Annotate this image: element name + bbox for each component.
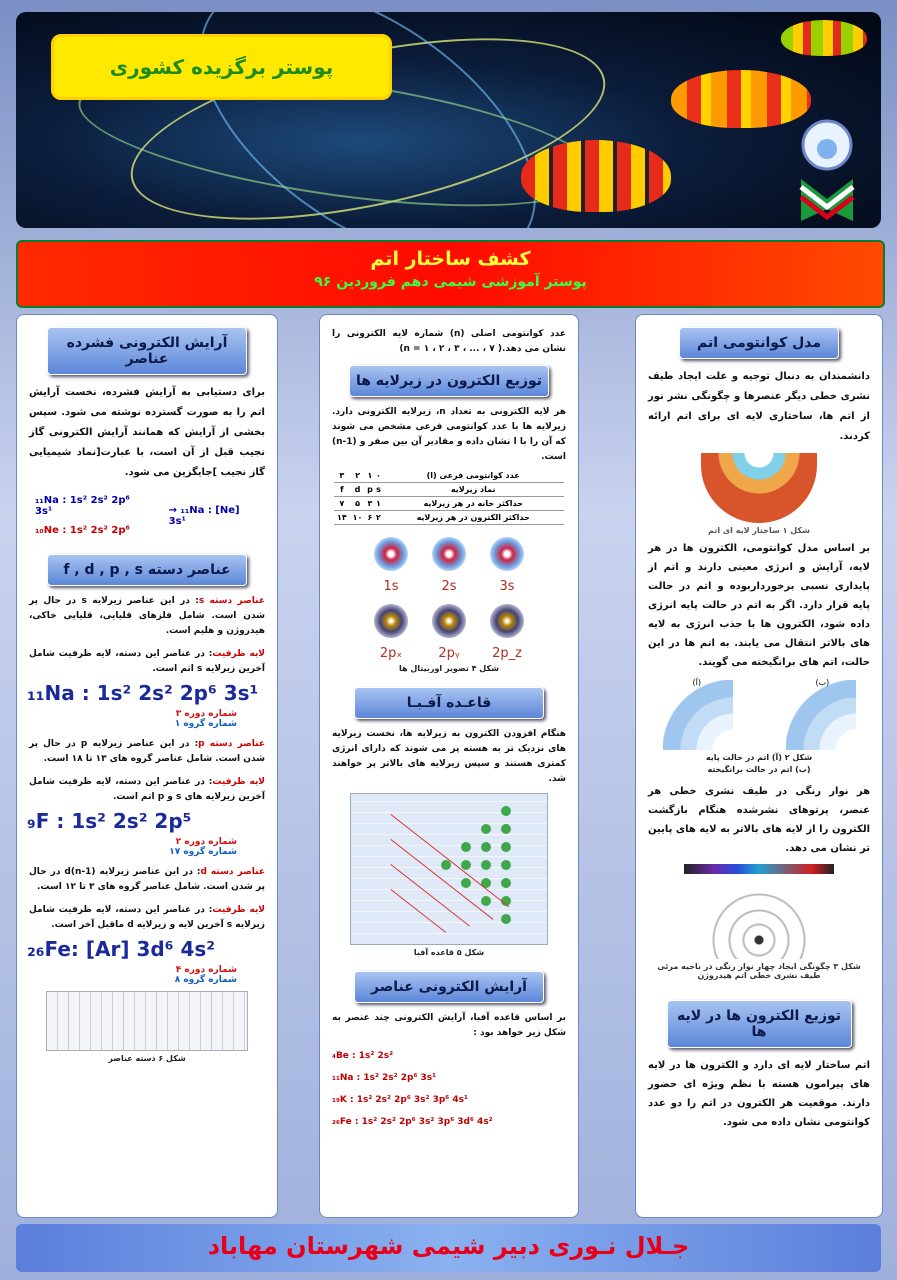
electron-shells-text: اتم ساختار لایه ای دارد و الکترون ها در لایه های پیرامون هسته با نظم ویژه ای حضور دارند. موقعیت هر الکترون در اتم را دو عدد کوانتومی نشان داده می شود. — [648, 1060, 870, 1128]
table-header-row — [334, 469, 564, 483]
aufbau-arrow — [390, 864, 469, 926]
s-block-label: عناصر دسته s — [198, 596, 265, 606]
ground-state-image — [663, 680, 733, 750]
aufbau-dot — [501, 878, 511, 888]
column-electron-configuration — [16, 314, 278, 1218]
table-cell: ۱ — [365, 469, 374, 483]
s-block-desc: : در این عناصر زیرلایه s در حال پر شدن است. شامل فلزهای قلیایی، قلیایی خاکی، هیدروژن و هلیم است. — [29, 596, 265, 636]
table-cell: ۷ — [334, 497, 350, 511]
table-cell: ۳ — [365, 497, 374, 511]
table-cell: d — [350, 483, 366, 497]
aufbau-dot — [461, 842, 471, 852]
aufbau-arrow — [390, 814, 509, 907]
aufbau-dot — [501, 824, 511, 834]
table-cell: ۰ — [375, 469, 383, 483]
table-cell: s — [375, 483, 383, 497]
orbital-3s-image — [490, 537, 524, 571]
orbital-labels-p — [320, 642, 578, 661]
element-config-list — [320, 1041, 578, 1137]
group-label-p: شماره گروه ۱۷ — [169, 847, 237, 857]
group-label-d: شماره گروه ۸ — [174, 975, 237, 985]
caption-ground-state: شکل ۲ (آ) اتم در حالت پایه — [705, 753, 813, 762]
column-subshells — [319, 314, 579, 1218]
aufbau-arrow — [390, 839, 493, 920]
aufbau-dot — [501, 806, 511, 816]
table-cell: عدد کوانتومی فرعی (l) — [382, 469, 564, 483]
periodic-table-image — [46, 991, 248, 1051]
table-cell: f — [334, 483, 350, 497]
footer-bar — [16, 1224, 881, 1272]
table-cell: ۱ — [375, 497, 383, 511]
table-cell: ۲ — [350, 469, 366, 483]
fig-label-b: (ب) — [815, 678, 830, 687]
section-title-compact-config: آرایش الکترونی فشرده عناصر — [47, 327, 247, 375]
formula-ne: ₁₀Ne : 1s² 2s² 2p⁶ — [35, 525, 130, 536]
section-title-blocks: عناصر دسته f , d , p , s — [47, 554, 247, 586]
table-cell: نماد زیرلایه — [382, 483, 564, 497]
orbital-2s-image — [432, 537, 466, 571]
intro-text: عدد کوانتومی اصلی (n) شماره لایه الکترونی را نشان می دهد.( ۷ ، ... ، ۳ ، ۲ ، ۱ = n) — [332, 329, 567, 354]
formula-na: ₁₁Na : 1s² 2s² 2p⁶ 3s¹ — [35, 495, 130, 517]
orbital-1s-image — [374, 537, 408, 571]
orbital-label: 2pᵧ — [438, 646, 460, 661]
emblem-logo — [797, 109, 857, 228]
p-block-text — [17, 729, 277, 767]
aufbau-dot — [481, 896, 491, 906]
s-valence-desc: : در عناصر این دسته، لایه ظرفیت شامل آخرین زیرلایه s اتم است. — [29, 649, 265, 674]
orbital-2px-image — [374, 604, 408, 638]
aufbau-dot — [501, 914, 511, 924]
aufbau-dot — [481, 824, 491, 834]
table-cell: ۲ — [375, 511, 383, 525]
caption-aufbau: شکل ۵ قاعده آفبا — [413, 948, 485, 957]
valence-label: لایه ظرفیت — [212, 777, 265, 787]
balloon-image — [781, 20, 867, 56]
orbital-images-p — [320, 604, 578, 642]
table-cell: حداکثر خانه در هر زیرلایه — [382, 497, 564, 511]
aufbau-dot — [481, 842, 491, 852]
fig-label-a: (آ) — [692, 678, 701, 687]
orbital-labels-s — [320, 575, 578, 594]
aufbau-dot — [501, 860, 511, 870]
author-credit: جـلال نـوری دبیر شیمی شهرستان مهاباد — [207, 1232, 690, 1260]
d-valence-desc: : در عناصر این دسته، لایه ظرفیت شامل زیرلایه s آخرین لایه و زیرلایه d ماقبل آخر است. — [29, 905, 265, 930]
period-label-s: شماره دوره ۳ — [175, 709, 237, 719]
aufbau-dot — [501, 842, 511, 852]
d-block-desc: : در این عناصر زیرلایه (n-1)d در حال پر شدن است. شامل عناصر گروه های ۳ تا ۱۲ است. — [29, 867, 265, 892]
header-image — [16, 12, 881, 228]
na-big-formula: ₁₁Na : 1s² 2s² 2p⁶ 3s¹ — [27, 681, 259, 705]
table-row — [334, 483, 564, 497]
orbital-images-s — [320, 537, 578, 575]
caption-blocks: شکل ۶ دسته عناصر — [108, 1054, 186, 1063]
orbital-label: 1s — [383, 579, 399, 594]
orbital-label: 2s — [441, 579, 457, 594]
table-cell: ۱۴ — [334, 511, 350, 525]
d-valence-text — [17, 895, 277, 933]
formula-compact: → ₁₁Na : [Ne] 3s¹ — [168, 504, 240, 527]
title-bar — [16, 240, 885, 308]
caption-excited-state: (ب) اتم در حالت برانگیخته — [707, 765, 811, 774]
section-title-aufbau: قاعـده آفـبـا — [354, 687, 544, 719]
fe-big-formula: ₂₆Fe: [Ar] 3d⁶ 4s² — [27, 937, 216, 961]
valence-label: لایه ظرفیت — [212, 905, 265, 915]
section-title-element-configs: آرایش الکترونی عناصر — [354, 971, 544, 1003]
aufbau-arrow — [390, 889, 446, 933]
aufbau-text: هنگام افزودن الکترون به زیرلایه ها، نخست زیرلایه های نزدیک تر به هسته پر می شوند که دارای انرژی کمتری هستند و سپس زیرلایه های بالاتر پر خواهند شد. — [332, 729, 566, 784]
section-title-quantum-model: مدل کوانتومی اتم — [679, 327, 839, 359]
config-fe: ₂₆Fe : 1s² 2s² 2p⁶ 3s² 3p⁶ 3d⁶ 4s² — [332, 1117, 493, 1127]
table-cell: p — [365, 483, 374, 497]
caption-layered-atom: شکل ۱ ساختار لایه ای اتم — [708, 526, 810, 535]
excited-state-image — [786, 680, 856, 750]
aufbau-dot — [461, 860, 471, 870]
table-cell: ۵ — [350, 497, 366, 511]
orbital-label: 3s — [499, 579, 515, 594]
group-label-s: شماره گروه ۱ — [174, 719, 237, 729]
table-cell: حداکثر الکترون در هر زیرلایه — [382, 511, 564, 525]
compact-config-text: برای دستیابی به آرایش فشرده، نخست آرایش اتم را به صورت گسترده نوشته می شود. سپس بخشی از آرایش که همانند آرایش الکترونی گاز نجیب قبل از آن است، با عبارت[نماد شیمیایی گاز نجیب ]جایگزین می شود. — [29, 387, 265, 478]
s-valence-text — [17, 639, 277, 677]
poster-title: کشف ساختار اتم — [370, 248, 531, 270]
p-valence-desc: : در عناصر این دسته، لایه ظرفیت شامل آخرین زیرلایه های s و p اتم است. — [29, 777, 265, 802]
orbital-label: 2p_z — [492, 646, 522, 661]
s-block-text — [17, 586, 277, 639]
balloon-image — [521, 140, 671, 212]
balloon-image — [671, 70, 811, 128]
config-k: ₁₉K : 1s² 2s² 2p⁶ 3s² 3p⁶ 4s¹ — [332, 1095, 468, 1105]
p-valence-text — [17, 767, 277, 805]
table-cell: ۶ — [365, 511, 374, 525]
aufbau-dot — [481, 860, 491, 870]
table-row — [334, 511, 564, 525]
f-big-formula: ₉F : 1s² 2s² 2p⁵ — [27, 809, 192, 833]
section-title-subshells: توزیع الکترون در زیرلایه ها — [349, 365, 549, 397]
valence-label: لایه ظرفیت — [212, 649, 265, 659]
aufbau-dot — [461, 878, 471, 888]
hydrogen-spectrum-image — [684, 864, 834, 959]
element-configs-text: بر اساس قاعده آفبا، آرایش الکترونی چند عنصر به شکل زیر خواهد بود : — [332, 1013, 566, 1038]
layered-atom-image — [701, 453, 817, 523]
caption-spectrum: شکل ۳ چگونگی ایجاد چهار نوار رنگی در ناحیه مرئی طیف نشری خطی اتم هیدروژن — [657, 962, 861, 980]
orbital-2pz-image — [490, 604, 524, 638]
section-title-electron-shells: توزیع الکترون ها در لایه ها — [667, 1000, 852, 1048]
d-block-label: عناصر دسته d — [200, 867, 265, 877]
quantum-table — [334, 469, 564, 525]
config-na: ₁₁Na : 1s² 2s² 2p⁶ 3s¹ — [332, 1073, 437, 1083]
table-cell: ۳ — [334, 469, 350, 483]
quantum-model-para2: بر اساس مدل کوانتومی، الکترون ها در هر لایه، آرایش و انرژی معینی دارند و اتم از پایداری نسبی برخورداربوده و اتم در حالت پایه قرار دارد. اگر به اتم در حالت پایه انرژی داده شود، الکترون ها با جذب انرژی به لایه های بالاتر انتقال می یابند. به اتم ها در این حالت، اتم های برانگیخته می گویند. — [648, 543, 870, 668]
poster-subtitle: پوستر آموزشی شیمی دهم فروردین ۹۶ — [314, 274, 587, 290]
quantum-model-text: دانشمندان به دنبال توجیه و علت ایجاد طیف نشری خطی دیگر عنصرها و چگونگی نشر نور از اتم ها، ساختاری لایه ای برای اتم ارائه کردند. — [648, 371, 870, 442]
caption-orbitals: شکل ۴ تصویر اوربیتال ها — [399, 664, 499, 673]
orbital-label: 2pₓ — [379, 646, 403, 661]
p-block-label: عناصر دسته p — [198, 739, 265, 749]
compact-formula-block — [17, 483, 277, 540]
ground-excited-figure — [636, 680, 882, 750]
column-quantum-model — [635, 314, 883, 1218]
spectrum-bar — [684, 864, 834, 874]
orbital-2py-image — [432, 604, 466, 638]
aufbau-diagram — [350, 793, 548, 945]
header-banner: پوستر برگزیده کشوری — [51, 34, 392, 100]
table-cell: ۱۰ — [350, 511, 366, 525]
p-block-desc: : در این عناصر زیرلایه p در حال پر شدن است. شامل عناصر گروه های ۱۳ تا ۱۸ است. — [29, 739, 265, 764]
spectrum-text: هر نوار رنگی در طیف نشری خطی هر عنصر، پرتوهای نشرشده هنگام بازگشت الکترون را از لایه های بالاتر به لایه های پایین تر نشان می دهد. — [648, 786, 870, 854]
table-row — [334, 497, 564, 511]
subshells-text: هر لایه الکترونی به تعداد n، زیرلایه الکترونی دارد. زیرلایه ها با عدد کوانتومی فرعی مشخص می شوند که آن را با l نشان داده و مقادیر آن بین صفر و (n-1) است. — [332, 407, 567, 462]
config-be: ₄Be : 1s² 2s² — [332, 1051, 394, 1061]
d-block-text — [17, 857, 277, 895]
period-label-p: شماره دوره ۲ — [175, 837, 237, 847]
period-label-d: شماره دوره ۴ — [175, 965, 237, 975]
